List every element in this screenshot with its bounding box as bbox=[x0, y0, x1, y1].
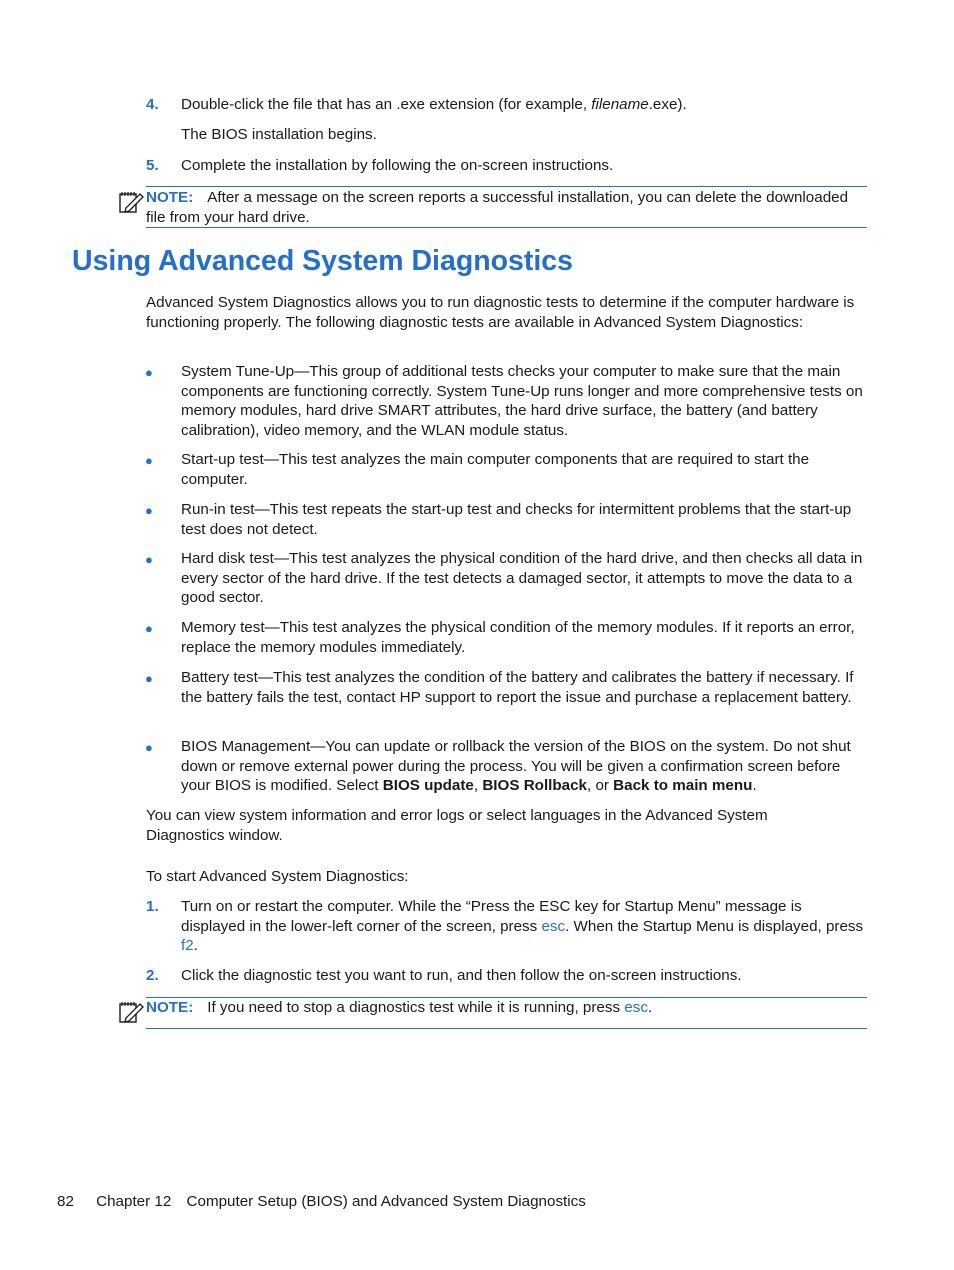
bullet-marker: ● bbox=[145, 552, 153, 567]
bullet-bios-management: BIOS Management—You can update or rollback the version of the BIOS on the system. Do not shut down or remove external power during the process. You will be given a confirmation screen before your BIOS is modified. Select BIOS update, BIOS Rollback, or Back to main menu. bbox=[181, 738, 851, 794]
start-step-1-text: Turn on or restart the computer. While the “Press the ESC key for Startup Menu” message is displayed in the lower-left corner of the screen, press esc. When the Startup Menu is displayed, press f2. bbox=[181, 898, 864, 954]
view-info-paragraph: You can view system information and error logs or select languages in the Advanced System Diagnostics window. bbox=[146, 807, 768, 844]
start-step-2-number: 2. bbox=[146, 967, 159, 984]
bullet-battery-test: Battery test—This test analyzes the condition of the battery and calibrates the battery if necessary. If the battery fails the test, contact HP support to report the issue and purchase a replacement battery. bbox=[181, 669, 854, 706]
bullet-marker: ● bbox=[145, 503, 153, 518]
bullet-memory-test: Memory test—This test analyzes the physical condition of the memory modules. If it reports an error, replace the memory modules immediately. bbox=[181, 619, 855, 656]
bullet-marker: ● bbox=[145, 621, 153, 636]
section-title: Using Advanced System Diagnostics bbox=[72, 245, 574, 277]
key-esc: esc bbox=[624, 999, 648, 1016]
footer-title: Computer Setup (BIOS) and Advanced System Diagnostics bbox=[186, 1193, 586, 1210]
step-4-text: Double-click the file that has an .exe extension (for example, filename.exe). bbox=[181, 96, 687, 113]
note-pad-icon bbox=[118, 190, 144, 214]
option-bios-update: BIOS update bbox=[382, 777, 474, 794]
note-pad-icon bbox=[118, 1000, 144, 1024]
start-step-1-number: 1. bbox=[146, 898, 159, 915]
bullet-system-tune-up: System Tune-Up—This group of additional tests checks your computer to make sure that the main components are functioning correctly. System Tune-Up runs longer and more comprehensive tests on memory modules, hard drive SMART attributes, the hard drive surface, the battery (and battery calibration), video memory, and the WLAN module status. bbox=[181, 363, 863, 439]
footer-chapter: Chapter 12 bbox=[96, 1193, 172, 1210]
bullet-marker: ● bbox=[145, 365, 153, 380]
note-box-2: NOTE: If you need to stop a diagnostics test while it is running, press esc. bbox=[146, 997, 867, 1029]
note-box-1 bbox=[146, 186, 867, 228]
key-f2: f2 bbox=[181, 937, 194, 954]
step-5-number: 5. bbox=[146, 157, 159, 174]
key-esc: esc bbox=[541, 917, 566, 935]
bullet-marker: ● bbox=[145, 740, 153, 755]
bullet-run-in-test: Run-in test—This test repeats the start-up test and checks for intermittent problems that the start-up test does not detect. bbox=[181, 501, 852, 538]
page-footer bbox=[57, 1192, 586, 1212]
note-label: NOTE: bbox=[146, 189, 194, 206]
step-5-text: Complete the installation by following the on-screen instructions. bbox=[181, 157, 614, 174]
step-4-number: 4. bbox=[146, 96, 159, 113]
bullet-marker: ● bbox=[145, 453, 153, 468]
page-number: 82 bbox=[57, 1193, 74, 1210]
option-back-to-main-menu: Back to main menu bbox=[613, 777, 753, 794]
option-bios-rollback: BIOS Rollback bbox=[482, 777, 587, 794]
start-step-2-text: Click the diagnostic test you want to run, and then follow the on-screen instructions. bbox=[181, 967, 742, 984]
bullet-marker: ● bbox=[145, 671, 153, 686]
note-text: After a message on the screen reports a successful installation, you can delete the downloaded file from your hard drive. bbox=[146, 189, 849, 226]
intro-paragraph: Advanced System Diagnostics allows you to run diagnostic tests to determine if the computer hardware is functioning properly. The following diagnostic tests are available in Advanced System Diagnostics: bbox=[146, 294, 855, 331]
bullet-start-up-test: Start-up test—This test analyzes the main computer components that are required to start the computer. bbox=[181, 451, 810, 488]
start-intro: To start Advanced System Diagnostics: bbox=[146, 868, 409, 885]
bullet-hard-disk-test: Hard disk test—This test analyzes the physical condition of the hard drive, and then checks all data in every sector of the hard drive. If the test detects a damaged sector, it attempts to move the data to a good sector. bbox=[181, 550, 863, 606]
step-4-result: The BIOS installation begins. bbox=[181, 126, 377, 143]
note-label: NOTE: bbox=[146, 999, 194, 1016]
